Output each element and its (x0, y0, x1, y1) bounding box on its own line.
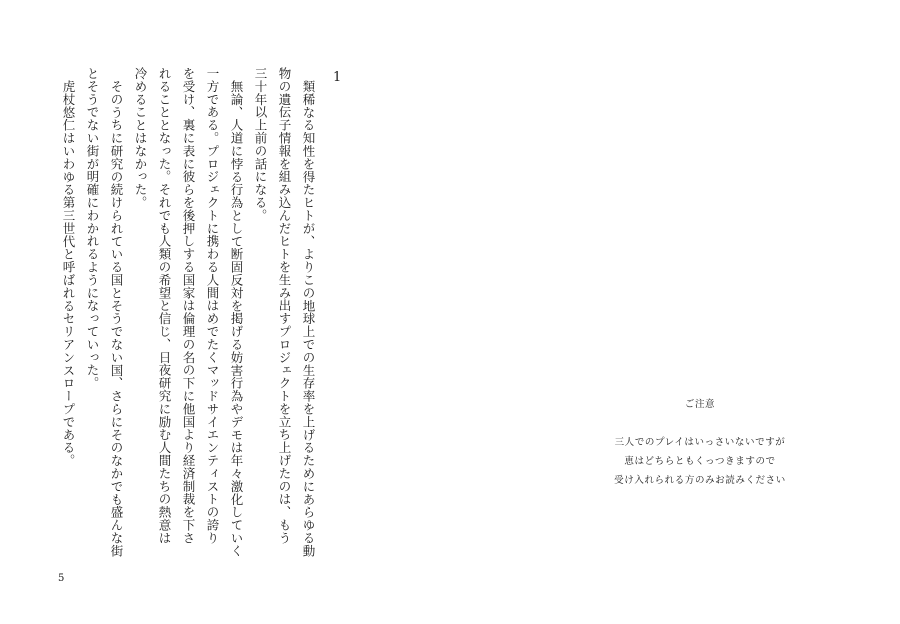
notice-title: ご注意 (684, 399, 716, 410)
notice-line-3: 受け入れられる方のみお読みください (614, 475, 786, 486)
notice-box (600, 395, 800, 490)
paragraph-2: 無論、人道に悖る行為として断固反対を掲げる妨害行為やデモは年々激化していく一方である。プロジェクトに携わる人間はめでたくマッドサイエンティストの誇りを受け、裏に表に彼らを後押しする国家は倫理の名の下に他国より経済制裁を下されることとなった。それでも人類の希望と信じ、日夜研究に励む人間たちの熱意は冷めることはなかった。 (133, 67, 244, 557)
page-number: 5 (58, 573, 65, 584)
chapter-number: 1 (333, 70, 342, 85)
paragraph-4: 虎杖悠仁はいわゆる第三世代と呼ばれるセリアンスロープである。 (61, 79, 76, 467)
notice-line-2: 恵はどちらともくっつきますので (624, 456, 776, 467)
right-page (450, 0, 900, 624)
vertical-body-text (61, 67, 320, 557)
notice-line-1: 三人でのプレイはいっさいないですが (614, 437, 786, 448)
paragraph-3: そのうちに研究の続けられている国とそうでない国、さらにそのなかでも盛んな街とそうでない街が明確にわかれるようになっていった。 (85, 67, 124, 557)
paragraph-1: 類稀なる知性を得たヒトが、よりこの地球上での生存率を上げるためにあらゆる動物の遺伝子情報を組み込んだヒトを生み出すプロジェクトを立ち上げたのは、もう三十年以上前の話になる。 (253, 67, 316, 557)
